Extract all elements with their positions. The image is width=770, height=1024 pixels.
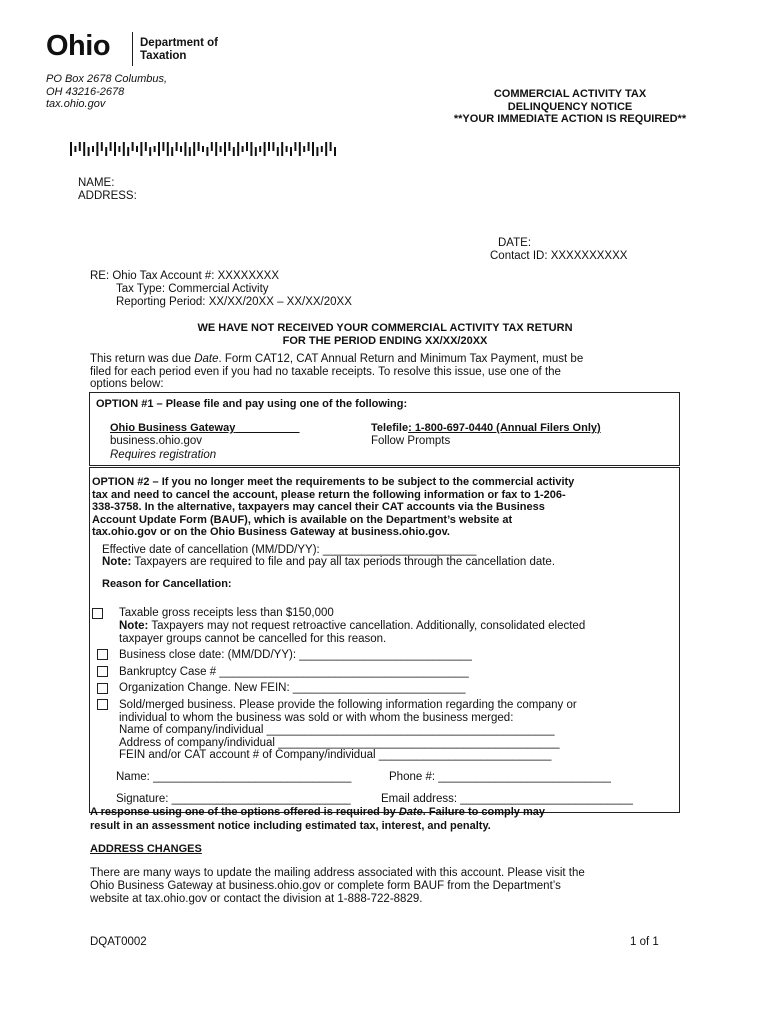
barcode-bar bbox=[176, 142, 178, 151]
response-line2: result in an assessment notice including estimated tax, interest, and penalty. bbox=[90, 819, 491, 832]
notice-heading-line1: WE HAVE NOT RECEIVED YOUR COMMERCIAL ACTIVITY TAX RETURN bbox=[197, 322, 573, 334]
address-changes-line3: website at tax.ohio.gov or contact the division at 1-888-722-8829. bbox=[90, 893, 423, 905]
barcode-bar bbox=[264, 142, 266, 156]
response-date: Date bbox=[398, 806, 423, 818]
gateway-title bbox=[110, 422, 300, 434]
telefile-label: Telefile bbox=[371, 422, 409, 434]
barcode-bar bbox=[250, 142, 252, 156]
email-field[interactable]: Email address: ___________________________ bbox=[381, 793, 633, 805]
barcode-bar bbox=[149, 147, 151, 156]
reason1-note-line2: taxpayer groups cannot be cancelled for this reason. bbox=[119, 632, 387, 645]
barcode-bar bbox=[228, 142, 230, 151]
barcode-bar bbox=[259, 146, 261, 152]
barcode-bar bbox=[224, 142, 226, 156]
reason4-label[interactable]: Organization Change. New FEIN: ___________________________ bbox=[119, 682, 466, 694]
intro-text-a: This return was due bbox=[90, 353, 195, 365]
contact-name-field[interactable]: Name: _______________________________ bbox=[116, 771, 352, 783]
reason4-checkbox[interactable] bbox=[97, 683, 108, 694]
contact-id: Contact ID: XXXXXXXXXX bbox=[490, 250, 628, 262]
barcode-bar bbox=[140, 142, 142, 156]
intro-line1 bbox=[90, 353, 690, 366]
logo-divider bbox=[132, 32, 133, 66]
gateway-note: Requires registration bbox=[110, 449, 217, 461]
barcode-bar bbox=[255, 147, 257, 156]
reason1-label: Taxable gross receipts less than $150,000 bbox=[119, 607, 334, 619]
notice-title-line1: COMMERCIAL ACTIVITY TAX bbox=[493, 88, 647, 100]
intro-line2: filed for each period even if you had no taxable receipts. To resolve this issue, use one of the bbox=[90, 365, 561, 378]
barcode-bar bbox=[92, 146, 94, 152]
barcode-bar bbox=[242, 146, 244, 152]
gateway-title-underline bbox=[235, 422, 299, 434]
barcode-bar bbox=[114, 142, 116, 156]
reason5-block bbox=[119, 699, 577, 762]
address-changes-line2: Ohio Business Gateway at business.ohio.gov or complete form BAUF from the Department’s bbox=[90, 880, 561, 892]
barcode-bar bbox=[158, 142, 160, 156]
barcode-bar bbox=[88, 147, 90, 156]
re-line1: RE: Ohio Tax Account #: XXXXXXXX bbox=[90, 270, 279, 282]
barcode-bar bbox=[220, 146, 222, 152]
barcode-bar bbox=[202, 146, 204, 152]
response-text-b: . Failure to comply may bbox=[422, 806, 545, 818]
barcode-bar bbox=[246, 142, 248, 151]
barcode-bar bbox=[294, 142, 296, 151]
barcode-bar bbox=[308, 142, 310, 151]
barcode-bar bbox=[70, 142, 72, 156]
barcode-bar bbox=[334, 147, 336, 156]
barcode-bar bbox=[198, 142, 200, 151]
barcode-bar bbox=[215, 142, 217, 156]
option2-line1: OPTION #2 – If you no longer meet the requirements to be subject to the commercial activity bbox=[92, 476, 575, 488]
address-changes-body bbox=[90, 867, 585, 906]
date-label: DATE: bbox=[498, 237, 532, 249]
gateway-url: business.ohio.gov bbox=[110, 435, 203, 447]
barcode-bar bbox=[237, 142, 239, 156]
logo-dept-line1: Department of bbox=[140, 37, 218, 49]
barcode-bar bbox=[206, 147, 208, 156]
barcode-bar bbox=[123, 142, 125, 156]
telefile-note: Follow Prompts bbox=[371, 435, 451, 447]
notice-title bbox=[400, 88, 740, 126]
reason1-note bbox=[119, 620, 585, 645]
barcode-bar bbox=[316, 147, 318, 156]
notice-heading bbox=[90, 322, 680, 347]
reason2-label[interactable]: Business close date: (MM/DD/YY): ___________________________ bbox=[119, 649, 472, 661]
recipient-block bbox=[78, 177, 137, 202]
ohio-logo bbox=[46, 30, 110, 63]
return-address bbox=[46, 73, 167, 111]
gateway-title-text: Ohio Business Gateway bbox=[110, 422, 236, 434]
barcode-bar bbox=[277, 147, 279, 156]
barcode-bar bbox=[118, 146, 120, 152]
barcode-bar bbox=[281, 142, 283, 156]
intro-line3: options below: bbox=[90, 378, 164, 391]
barcode-bar bbox=[110, 142, 112, 151]
option2-line4: Account Update Form (BAUF), which is available on the Department’s website at bbox=[92, 513, 513, 526]
barcode-bar bbox=[325, 142, 327, 156]
address-label: ADDRESS: bbox=[78, 189, 137, 202]
intro-text-b: . Form CAT12, CAT Annual Return and Minimum Tax Payment, must be bbox=[218, 353, 584, 365]
barcode-bar bbox=[193, 142, 195, 156]
reason3-checkbox[interactable] bbox=[97, 666, 108, 677]
reason5-fein-field[interactable]: FEIN and/or CAT account # of Company/individual ___________________________ bbox=[119, 749, 552, 762]
reason5-checkbox[interactable] bbox=[97, 699, 108, 710]
reason2-checkbox[interactable] bbox=[97, 649, 108, 660]
barcode-bar bbox=[189, 147, 191, 156]
barcode-bar bbox=[286, 146, 288, 152]
option2-text bbox=[92, 476, 677, 539]
reason5-line2: individual to whom the business was sold or with whom the business merged: bbox=[119, 711, 514, 724]
response-line1 bbox=[90, 806, 545, 820]
effective-date-note bbox=[102, 556, 555, 568]
telefile bbox=[371, 422, 601, 434]
postal-barcode bbox=[70, 142, 340, 156]
reason5-line1: Sold/merged business. Please provide the following information regarding the company or bbox=[119, 699, 577, 711]
form-id: DQAT0002 bbox=[90, 936, 147, 948]
telefile-number: : 1-800-697-0440 (Annual Filers Only) bbox=[408, 422, 601, 434]
barcode-bar bbox=[127, 147, 129, 156]
response-notice bbox=[90, 806, 545, 833]
intro-paragraph bbox=[90, 353, 690, 391]
barcode-bar bbox=[303, 146, 305, 152]
barcode-bar bbox=[268, 142, 270, 151]
barcode-bar bbox=[184, 142, 186, 156]
barcode-bar bbox=[233, 147, 235, 156]
option2-line2: tax and need to cancel the account, please return the following information or fax to 1-206- bbox=[92, 488, 566, 501]
reason1-note-text: Taxpayers may not request retroactive cancellation. Additionally, consolidated elected bbox=[148, 620, 586, 632]
reason-heading: Reason for Cancellation: bbox=[102, 578, 232, 590]
note-label: Note: bbox=[102, 556, 132, 568]
return-address-line1: PO Box 2678 Columbus, bbox=[46, 73, 168, 85]
name-label: NAME: bbox=[78, 177, 115, 189]
return-address-line3: tax.ohio.gov bbox=[46, 98, 106, 110]
barcode-bar bbox=[167, 142, 169, 156]
barcode-bar bbox=[83, 142, 85, 156]
barcode-bar bbox=[105, 147, 107, 156]
barcode-bar bbox=[79, 142, 81, 151]
note-text: Taxpayers are required to file and pay all tax periods through the cancellation date. bbox=[131, 556, 556, 568]
address-changes-heading: ADDRESS CHANGES bbox=[90, 843, 202, 855]
barcode-bar bbox=[290, 147, 292, 156]
barcode-bar bbox=[96, 142, 98, 156]
barcode-bar bbox=[299, 142, 301, 156]
reason1-checkbox[interactable] bbox=[92, 608, 103, 619]
barcode-bar bbox=[136, 146, 138, 152]
barcode-bar bbox=[154, 146, 156, 152]
reason5-name-field[interactable]: Name of company/individual _____________________________________________ bbox=[119, 724, 555, 737]
barcode-bar bbox=[101, 142, 103, 151]
barcode-bar bbox=[162, 142, 164, 151]
reason3-label[interactable]: Bankruptcy Case # _______________________________________ bbox=[119, 666, 469, 678]
notice-title-line2: DELINQUENCY NOTICE bbox=[507, 100, 633, 113]
re-line3: Reporting Period: XX/XX/20XX – XX/XX/20XX bbox=[116, 296, 352, 308]
barcode-bar bbox=[180, 146, 182, 152]
signature-field[interactable]: Signature: ____________________________ bbox=[116, 793, 351, 805]
barcode-bar bbox=[272, 142, 274, 151]
contact-phone-field[interactable]: Phone #: ___________________________ bbox=[389, 771, 611, 783]
return-address-line2: OH 43216-2678 bbox=[46, 85, 125, 98]
option1-title: OPTION #1 – Please file and pay using one of the following: bbox=[96, 398, 408, 410]
effective-date-field[interactable]: Effective date of cancellation (MM/DD/YY): ________________________ bbox=[102, 544, 477, 556]
option2-line5: tax.ohio.gov or on the Ohio Business Gateway at business.ohio.gov. bbox=[92, 526, 450, 539]
barcode-bar bbox=[211, 142, 213, 151]
barcode-bar bbox=[321, 146, 323, 152]
page-number: 1 of 1 bbox=[630, 936, 659, 948]
notice-heading-line2: FOR THE PERIOD ENDING XX/XX/20XX bbox=[282, 334, 488, 347]
barcode-bar bbox=[74, 146, 76, 152]
barcode-bar bbox=[145, 142, 147, 151]
barcode-bar bbox=[330, 142, 332, 151]
address-changes-line1: There are many ways to update the mailing address associated with this account. Please visit the bbox=[90, 867, 585, 879]
barcode-bar bbox=[312, 142, 314, 156]
reason5-address-field[interactable]: Address of company/individual ____________________________________________ bbox=[119, 736, 560, 749]
logo-dept-line2: Taxation bbox=[140, 50, 187, 62]
reason1-note-label: Note: bbox=[119, 620, 149, 632]
intro-due-date: Date bbox=[194, 353, 219, 365]
reason1-note-line1 bbox=[119, 620, 585, 633]
option2-line3: 338-3758. In the alternative, taxpayers may cancel their CAT accounts via the Business bbox=[92, 501, 545, 514]
barcode-bar bbox=[171, 147, 173, 156]
re-line2: Tax Type: Commercial Activity bbox=[116, 283, 269, 295]
response-text-a: A response using one of the options offered is required by bbox=[90, 806, 399, 818]
logo-department bbox=[140, 37, 218, 63]
logo-word: Ohio bbox=[46, 30, 111, 62]
notice-title-line3: **YOUR IMMEDIATE ACTION IS REQUIRED** bbox=[453, 113, 687, 125]
barcode-bar bbox=[132, 142, 134, 151]
